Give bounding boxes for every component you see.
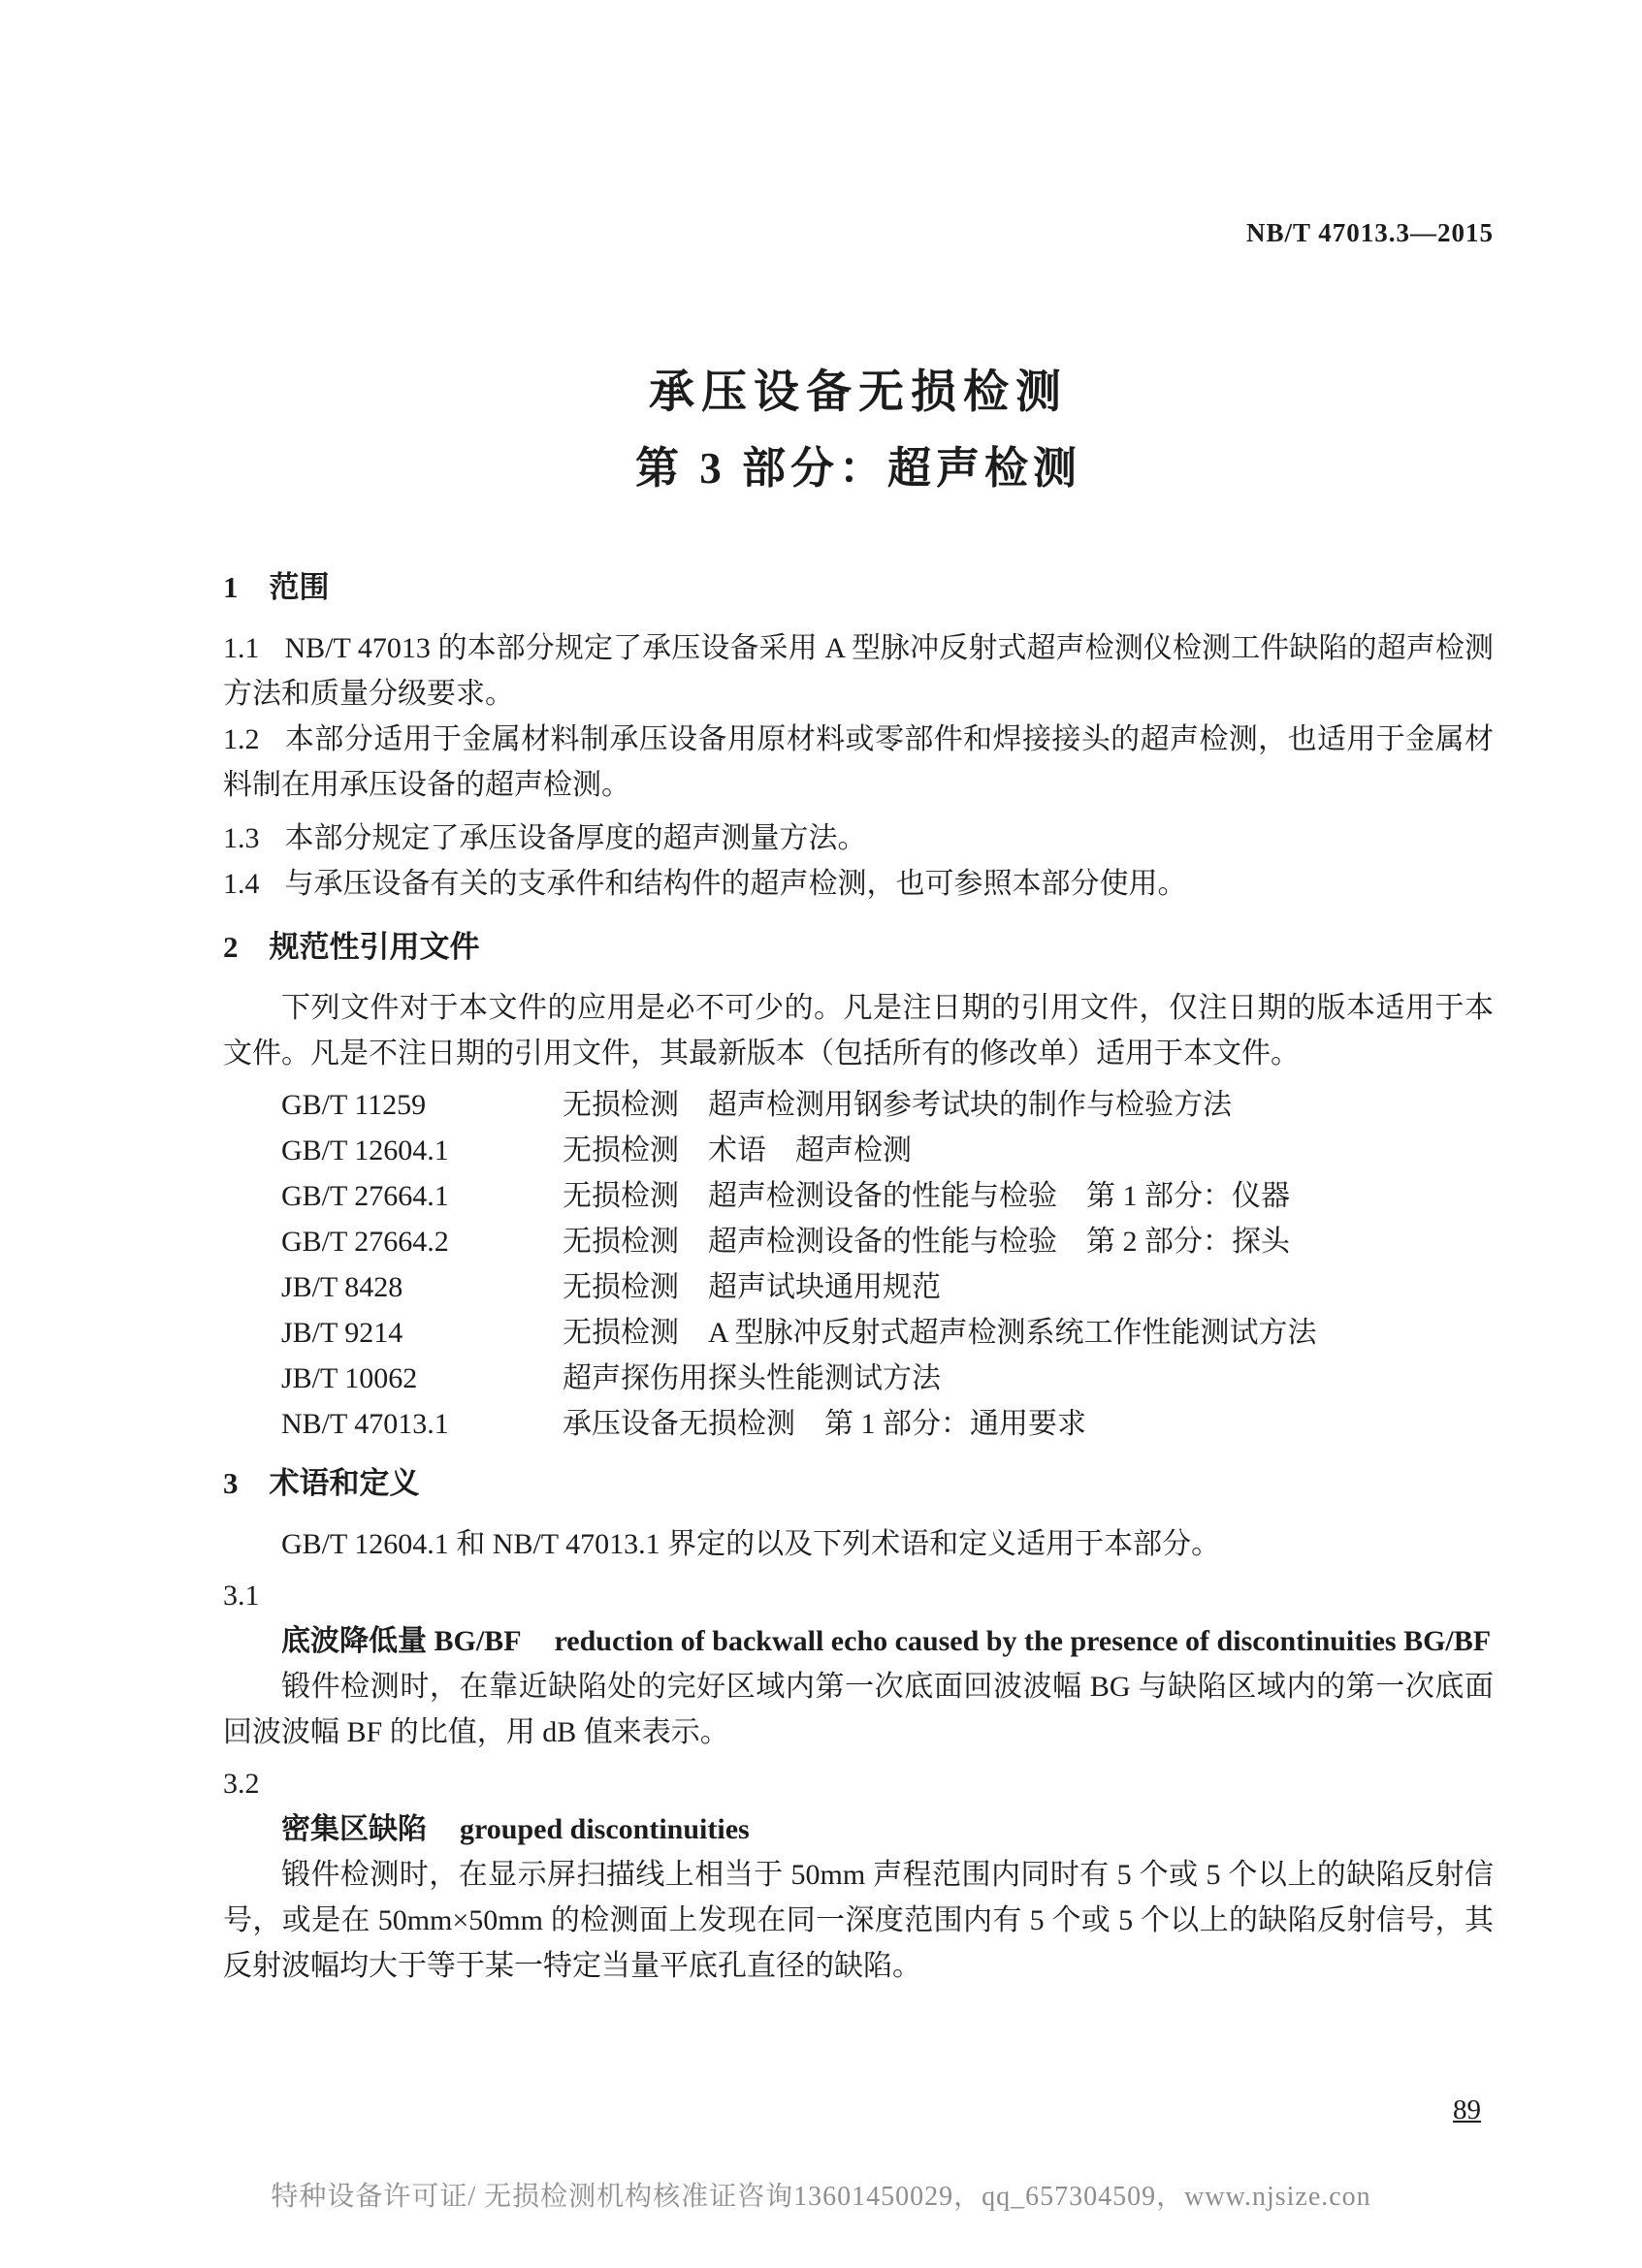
reference-code: GB/T 27664.2 bbox=[281, 1226, 449, 1258]
reference-code: GB/T 12604.1 bbox=[281, 1134, 449, 1166]
reference-row bbox=[223, 1173, 1494, 1219]
reference-row bbox=[223, 1128, 1494, 1173]
term-3-1-title bbox=[223, 1618, 1494, 1664]
reference-row bbox=[223, 1264, 1494, 1310]
section-2-intro: 下列文件对于本文件的应用是必不可少的。凡是注日期的引用文件，仅注日期的版本适用于本文件。凡是不注日期的引用文件，其最新版本（包括所有的修改单）适用于本文件。 bbox=[223, 992, 1494, 1070]
clause-text: 与承压设备有关的支承件和结构件的超声检测，也可参照本部分使用。 bbox=[284, 868, 1187, 900]
term-3-1-number: 3.1 bbox=[223, 1580, 260, 1612]
paragraph-1-3 bbox=[223, 815, 1494, 861]
section-2-title: 规范性引用文件 bbox=[269, 930, 480, 964]
title-line-1: 承压设备无损检测 bbox=[649, 367, 1068, 418]
page-content bbox=[223, 0, 1494, 1989]
section-2-heading bbox=[223, 924, 1494, 970]
reference-row bbox=[223, 1082, 1494, 1128]
term-3-2-number: 3.2 bbox=[223, 1768, 260, 1800]
term-3-2-title bbox=[223, 1806, 1494, 1852]
clause-number: 1.1 bbox=[223, 632, 260, 664]
clause-text: NB/T 47013 的本部分规定了承压设备采用 A 型脉冲反射式超声检测仪检测工件缺陷的超声检测方法和质量分级要求。 bbox=[223, 632, 1494, 710]
term-chinese: 底波降低量 BG/BF bbox=[281, 1625, 522, 1657]
reference-title: 无损检测 超声试块通用规范 bbox=[563, 1271, 941, 1303]
reference-list bbox=[223, 1082, 1494, 1447]
section-3-number: 3 bbox=[223, 1466, 239, 1500]
section-3-title: 术语和定义 bbox=[269, 1466, 420, 1500]
reference-code: JB/T 10062 bbox=[281, 1362, 418, 1394]
term-english: reduction of backwall echo caused by the presence of discontinuities BG/BF bbox=[554, 1625, 1492, 1657]
reference-code: JB/T 8428 bbox=[281, 1271, 403, 1303]
section-1-number: 1 bbox=[223, 570, 239, 604]
term-chinese: 密集区缺陷 bbox=[281, 1813, 427, 1845]
paragraph-1-2 bbox=[223, 717, 1494, 808]
reference-row bbox=[223, 1356, 1494, 1401]
reference-row bbox=[223, 1401, 1494, 1447]
page-number: 89 bbox=[1453, 2094, 1481, 2125]
section-3-heading bbox=[223, 1460, 1494, 1506]
reference-code: GB/T 27664.1 bbox=[281, 1180, 449, 1212]
reference-code: JB/T 9214 bbox=[281, 1317, 403, 1349]
clause-text: 本部分适用于金属材料制承压设备用原材料或零部件和焊接接头的超声检测，也适用于金属材料制在用承压设备的超声检测。 bbox=[223, 723, 1494, 801]
reference-title: 超声探伤用探头性能测试方法 bbox=[563, 1362, 941, 1394]
clause-number: 1.3 bbox=[223, 822, 260, 854]
footer-watermark: 特种设备许可证/ 无损检测机构核准证咨询13601450029，qq_657304509，www.njsize.con bbox=[271, 2182, 1371, 2212]
reference-title: 无损检测 超声检测用钢参考试块的制作与检验方法 bbox=[563, 1089, 1232, 1121]
clause-text: 本部分规定了承压设备厚度的超声测量方法。 bbox=[284, 822, 867, 854]
term-english: grouped discontinuities bbox=[460, 1813, 750, 1845]
reference-title: 承压设备无损检测 第 1 部分：通用要求 bbox=[563, 1408, 1086, 1440]
section-1-heading bbox=[223, 564, 1494, 610]
section-3-intro: GB/T 12604.1 和 NB/T 47013.1 界定的以及下列术语和定义适用于本部分。 bbox=[281, 1528, 1221, 1560]
section-1-title: 范围 bbox=[269, 570, 330, 604]
title-line-2: 第 3 部分：超声检测 bbox=[634, 444, 1081, 493]
reference-code: GB/T 11259 bbox=[281, 1089, 427, 1121]
term-3-1-definition: 锻件检测时，在靠近缺陷处的完好区域内第一次底面回波波幅 BG 与缺陷区域内的第一次底面回波波幅 BF 的比值，用 dB 值来表示。 bbox=[223, 1671, 1494, 1748]
standard-number: NB/T 47013.3—2015 bbox=[1245, 218, 1494, 247]
paragraph-1-1 bbox=[223, 625, 1494, 717]
reference-row bbox=[223, 1219, 1494, 1264]
clause-number: 1.4 bbox=[223, 868, 260, 900]
reference-title: 无损检测 超声检测设备的性能与检验 第 1 部分：仪器 bbox=[563, 1180, 1290, 1212]
section-2-number: 2 bbox=[223, 930, 239, 964]
reference-title: 无损检测 术语 超声检测 bbox=[563, 1134, 912, 1166]
paragraph-1-4 bbox=[223, 861, 1494, 907]
document-title bbox=[223, 365, 1494, 496]
reference-title: 无损检测 超声检测设备的性能与检验 第 2 部分：探头 bbox=[563, 1226, 1290, 1258]
reference-code: NB/T 47013.1 bbox=[281, 1408, 449, 1440]
term-3-2-definition: 锻件检测时，在显示屏扫描线上相当于 50mm 声程范围内同时有 5 个或 5 个以上的缺陷反射信号，或是在 50mm×50mm 的检测面上发现在同一深度范围内有 5 个或 5 个以上的缺陷反射信号，其反射波幅均大于等于某一特定当量平底孔直径的缺陷。 bbox=[223, 1859, 1494, 1982]
clause-number: 1.2 bbox=[223, 723, 260, 755]
reference-title: 无损检测 A 型脉冲反射式超声检测系统工作性能测试方法 bbox=[563, 1317, 1317, 1349]
reference-row bbox=[223, 1310, 1494, 1356]
